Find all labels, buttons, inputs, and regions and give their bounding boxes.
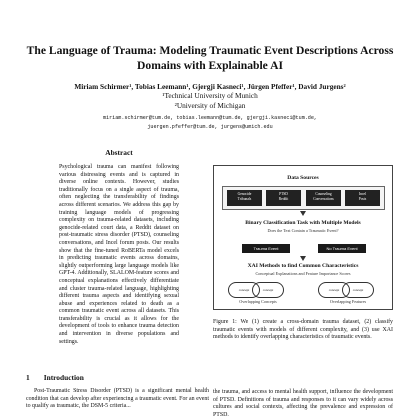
xai-heading: XAI Methods to find Common Characteristics <box>247 263 359 269</box>
section-title: Introduction <box>43 373 84 382</box>
xai-subheading: Conceptual Explanations and Feature Importance Scores <box>255 271 351 276</box>
concept-bubble: concept <box>318 282 350 298</box>
concept-bubble: concept <box>228 282 260 298</box>
affiliations <box>20 91 400 111</box>
down-arrow-icon <box>300 256 306 261</box>
source-sub: Reddit <box>278 196 289 201</box>
concept-bubble: concept <box>252 282 284 298</box>
source-sub: Tribunals <box>237 196 252 201</box>
source-incel <box>345 190 380 206</box>
data-sources-box <box>222 186 385 210</box>
task-subheading: Does the Text Contain a Traumatic Event? <box>267 228 339 233</box>
right-column-text: the trauma, and access to mental health support, influence the development of PTSD. Definitions of trauma and responses to it can vary widely across cultures and social contexts, affecting the prevalence and expression of PTSD. <box>213 389 393 418</box>
figure-1 <box>213 165 393 310</box>
source-name: Incel <box>358 192 367 196</box>
source-ptsd <box>266 190 301 206</box>
source-name: Counseling <box>315 192 332 196</box>
author-list: Miriam Schirmer¹, Tobias Leemann¹, Gjergji Kasneci¹, Jürgen Pfeffer¹, David Jurgens² <box>74 82 346 91</box>
source-counseling <box>306 190 341 206</box>
no-trauma-event-label: No Trauma Event <box>318 244 366 253</box>
affiliation-1: ¹Technical University of Munich <box>162 91 258 100</box>
abstract-text: Psychological trauma can manifest following various distressing events and is captured in diverse online contexts. However, studies traditionally focus on a single aspect of trauma, often neglecting the transferability of findings across different scenarios. We address this gap by training language models of progressing complexity on trauma-related datasets, including genocide-related court data, a Reddit dataset on post-traumatic stress disorder (PTSD), counseling conversations, and Incel forum posts. Our results show that the fine-tuned RoBERTa model excels in predicting traumatic events across domains, slightly outperforming large language models like GPT-4. Additionally, SLALOM-feature scores and conceptual explanations effectively differentiate and cluster trauma-related language, highlighting different trauma aspects and identifying sexual abuse and experiences related to death as a common traumatic event across all datasets. This transferability is crucial as it allows for the development of tools to enhance trauma detection and intervention in diverse populations and settings. <box>59 164 179 345</box>
overlapping-concepts-label: Overlapping Concepts <box>239 299 277 304</box>
down-arrow-icon <box>300 211 306 216</box>
source-sub: Posts <box>358 196 367 201</box>
section-number: 1 <box>26 373 30 382</box>
source-genocide <box>227 190 262 206</box>
overlapping-features-label: Overlapping Features <box>329 299 367 304</box>
emails-line-1: miriam.schirmer@tum.de, tobias.leemann@tum.de, gjergji.kasneci@tum.de, <box>103 115 317 121</box>
figure-caption: Figure 1: We (1) create a cross-domain trauma dataset, (2) classify traumatic events with models of different complexity, and (3) use XAI methods to identify overlapping characteristics of traumatic events. <box>213 319 393 341</box>
source-name: Genocide <box>237 192 252 196</box>
data-sources-heading: Data Sources <box>287 175 319 181</box>
introduction-heading <box>26 373 84 382</box>
trauma-event-label: Trauma Event <box>242 244 290 253</box>
paper-title: The Language of Trauma: Modeling Traumatic Event Descriptions Across Domains with Explainable AI <box>26 44 394 72</box>
author-emails <box>20 114 400 132</box>
abstract-section <box>59 148 179 346</box>
affiliation-2: ²University of Michigan <box>174 101 246 110</box>
emails-line-2: juergen.pfeffer@tum.de, jurgens@umich.edu <box>147 124 273 130</box>
source-name: PTSD <box>279 192 288 196</box>
source-sub: Conversations <box>313 196 334 201</box>
introduction-text: Post-Traumatic Stress Disorder (PTSD) is a significant mental health condition that can develop after experiencing a traumatic event. For an event to qualify as traumatic, the DSM-5 criteria... <box>26 388 209 410</box>
concept-bubble: concept <box>342 282 374 298</box>
abstract-heading: Abstract <box>105 148 133 157</box>
task-heading: Binary Classification Task with Multiple Models <box>245 220 361 226</box>
